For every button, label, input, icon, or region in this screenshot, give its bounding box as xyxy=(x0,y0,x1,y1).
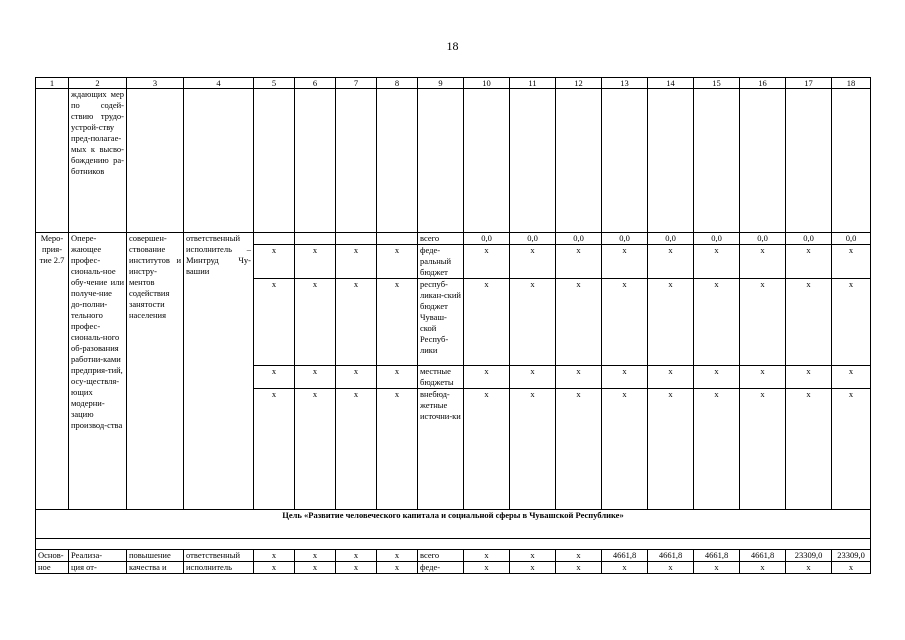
table-cell: х xyxy=(510,562,556,574)
table-cell: 23309,0 xyxy=(786,550,832,562)
page-number: 18 xyxy=(446,39,459,53)
table-cell: х xyxy=(336,389,377,510)
table-cell: х xyxy=(556,550,602,562)
table-cell: х xyxy=(510,366,556,389)
table-cell: х xyxy=(254,550,295,562)
table-cell xyxy=(377,233,418,245)
table-cell: х xyxy=(740,562,786,574)
table-cell xyxy=(295,233,336,245)
table-cell: х xyxy=(602,562,648,574)
table-cell: х xyxy=(464,550,510,562)
table-cell: х xyxy=(510,550,556,562)
table-cell: 0,0 xyxy=(832,233,871,245)
table-cell: х xyxy=(740,245,786,279)
table-cell: 4661,8 xyxy=(602,550,648,562)
table-cell: 0,0 xyxy=(648,233,694,245)
measure-executor: ответственный исполнитель – Минтруд Чу-вашии xyxy=(184,233,254,510)
table-cell: х xyxy=(464,562,510,574)
table-cell: х xyxy=(740,366,786,389)
table-cell: х xyxy=(556,245,602,279)
header-cell: 2 xyxy=(69,78,127,89)
table-cell: х xyxy=(254,245,295,279)
table-cell: х xyxy=(336,245,377,279)
table-cell: 0,0 xyxy=(694,233,740,245)
table-cell: х xyxy=(740,279,786,366)
measure-label: Меро-прия-тие 2.7 xyxy=(36,233,69,510)
main-goal: повышение xyxy=(127,550,184,562)
header-cell: 11 xyxy=(510,78,556,89)
table-cell: х xyxy=(254,279,295,366)
table-row xyxy=(36,562,871,574)
table-cell: х xyxy=(254,389,295,510)
funding-source: феде- xyxy=(418,562,464,574)
main-goal: качества и xyxy=(127,562,184,574)
table-cell: х xyxy=(648,562,694,574)
header-cell: 10 xyxy=(464,78,510,89)
spacer-row xyxy=(36,539,871,550)
header-cell: 4 xyxy=(184,78,254,89)
header-cell: 14 xyxy=(648,78,694,89)
table-cell: х xyxy=(694,279,740,366)
continuation-text: ждающих мер по содей-ствию трудо-устрой-ству пред-полагае-мых к высво-бождению ра-ботников xyxy=(69,89,127,233)
header-cell: 6 xyxy=(295,78,336,89)
table-cell: х xyxy=(694,389,740,510)
measure-goal: совершен-ствование институтов и инстру-ментов содействия занятости населения xyxy=(127,233,184,510)
table-cell: х xyxy=(464,389,510,510)
goal-row xyxy=(36,510,871,539)
table-cell: х xyxy=(832,279,871,366)
continuation-row xyxy=(36,89,871,233)
table-cell: х xyxy=(377,279,418,366)
table-cell: х xyxy=(602,245,648,279)
table-cell: х xyxy=(832,366,871,389)
table-cell: 4661,8 xyxy=(740,550,786,562)
table-cell: х xyxy=(295,389,336,510)
table-cell: х xyxy=(336,279,377,366)
table-cell: х xyxy=(694,562,740,574)
header-cell: 13 xyxy=(602,78,648,89)
table-cell: х xyxy=(377,366,418,389)
table-row xyxy=(36,233,871,245)
table-cell: 0,0 xyxy=(510,233,556,245)
table-cell: х xyxy=(377,562,418,574)
table-cell: х xyxy=(510,245,556,279)
table-cell: 0,0 xyxy=(556,233,602,245)
table-cell: х xyxy=(602,279,648,366)
table-cell: х xyxy=(786,245,832,279)
table-cell: х xyxy=(648,389,694,510)
table-cell: х xyxy=(694,245,740,279)
table-cell: х xyxy=(602,366,648,389)
budget-table xyxy=(35,77,871,574)
table-cell: х xyxy=(336,550,377,562)
table-cell: х xyxy=(295,245,336,279)
table-cell: х xyxy=(510,389,556,510)
table-cell: х xyxy=(295,562,336,574)
table-cell: х xyxy=(740,389,786,510)
goal-heading: Цель «Развитие человеческого капитала и социальной сферы в Чувашской Республике» xyxy=(36,510,871,539)
table-cell: х xyxy=(786,279,832,366)
table-cell: 0,0 xyxy=(786,233,832,245)
header-cell: 17 xyxy=(786,78,832,89)
funding-source: всего xyxy=(418,233,464,245)
table-cell: х xyxy=(295,550,336,562)
table-cell: х xyxy=(602,389,648,510)
table-cell: 0,0 xyxy=(464,233,510,245)
table-cell: х xyxy=(510,279,556,366)
header-cell: 18 xyxy=(832,78,871,89)
funding-source: респуб-ликан-ский бюджет Чуваш-ской Респуб-лики xyxy=(418,279,464,366)
table-cell: х xyxy=(786,562,832,574)
table-cell: х xyxy=(377,245,418,279)
header-cell: 9 xyxy=(418,78,464,89)
table-cell: х xyxy=(648,366,694,389)
table-cell: х xyxy=(254,562,295,574)
table-cell: х xyxy=(254,366,295,389)
table-cell: х xyxy=(464,279,510,366)
table-cell: 4661,8 xyxy=(694,550,740,562)
table-cell: х xyxy=(786,389,832,510)
table-cell xyxy=(336,233,377,245)
main-label: Основ- xyxy=(36,550,69,562)
table-cell: х xyxy=(556,366,602,389)
header-cell: 8 xyxy=(377,78,418,89)
table-cell: х xyxy=(377,550,418,562)
funding-source: всего xyxy=(418,550,464,562)
table-cell: 0,0 xyxy=(602,233,648,245)
table-cell: х xyxy=(295,279,336,366)
table-cell: х xyxy=(648,245,694,279)
table-cell: х xyxy=(336,366,377,389)
header-cell: 1 xyxy=(36,78,69,89)
header-cell: 15 xyxy=(694,78,740,89)
table-cell: х xyxy=(832,245,871,279)
header-row xyxy=(36,78,871,89)
table-cell: 4661,8 xyxy=(648,550,694,562)
funding-source: внебюд-жетные источни-ки xyxy=(418,389,464,510)
table-cell: х xyxy=(556,562,602,574)
table-row xyxy=(36,550,871,562)
table-cell: х xyxy=(556,389,602,510)
table-cell: х xyxy=(336,562,377,574)
funding-source: феде-ральный бюджет xyxy=(418,245,464,279)
measure-description: Опере-жающее профес-сиональ-ное обу-чение или получе-ние до-полни-тельного профес-сиональ-ного об-разования работни-ками предприя-тий, осу-ществля-ющих модерни-зацию производ-ства xyxy=(69,233,127,510)
table-cell: 23309,0 xyxy=(832,550,871,562)
header-cell: 16 xyxy=(740,78,786,89)
table-cell: х xyxy=(556,279,602,366)
header-cell: 3 xyxy=(127,78,184,89)
table-cell: х xyxy=(295,366,336,389)
main-executor: исполнитель xyxy=(184,562,254,574)
table-cell: х xyxy=(832,389,871,510)
table-cell: х xyxy=(464,245,510,279)
funding-source: местные бюджеты xyxy=(418,366,464,389)
table-cell: 0,0 xyxy=(740,233,786,245)
main-description: ция от- xyxy=(69,562,127,574)
table-cell: х xyxy=(377,389,418,510)
header-cell: 5 xyxy=(254,78,295,89)
header-cell: 7 xyxy=(336,78,377,89)
table-cell xyxy=(254,233,295,245)
table-cell: х xyxy=(694,366,740,389)
table-cell: х xyxy=(648,279,694,366)
header-cell: 12 xyxy=(556,78,602,89)
table-cell: х xyxy=(786,366,832,389)
table-cell: х xyxy=(464,366,510,389)
table-cell: х xyxy=(832,562,871,574)
main-label: ное xyxy=(36,562,69,574)
main-description: Реализа- xyxy=(69,550,127,562)
main-executor: ответственный xyxy=(184,550,254,562)
